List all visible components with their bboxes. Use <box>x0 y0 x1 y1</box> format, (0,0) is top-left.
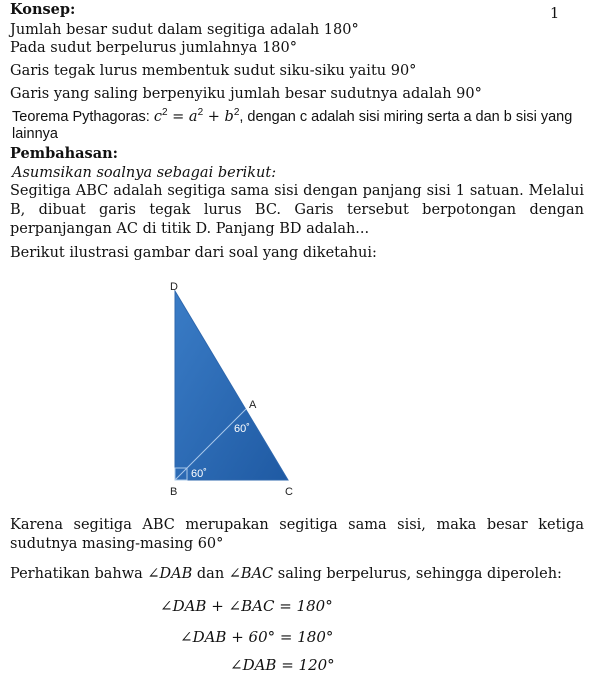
konsep-line-perpendicular: Garis tegak lurus membentuk sudut siku-siku yaitu 90° <box>10 63 417 79</box>
karena-paragraph: Karena segitiga ABC merupakan segitiga sama sisi, maka besar ketiga sudutnya masing-masing 60° <box>10 517 584 552</box>
page-number: 1 <box>550 6 560 22</box>
perhatikan-line <box>10 565 562 583</box>
perhatikan-prefix: Perhatikan bahwa <box>10 566 148 582</box>
label-B: B <box>170 486 178 498</box>
perhatikan-suffix: saling berpelurus, sehingga diperoleh: <box>273 566 562 582</box>
angle-B-label: 60˚ <box>191 468 207 480</box>
pythagoras-equals: = <box>167 108 189 125</box>
problem-paragraph: Segitiga ABC adalah segitiga sama sisi dengan panjang sisi 1 satuan. Melalui B, dibuat garis tegak lurus BC. Garis tersebut berpotongan dengan perpanjangan AC di titik D. Panjang BD adalah... <box>10 183 584 237</box>
pythagoras-a: a <box>188 108 198 125</box>
pythagoras-c: c <box>153 108 162 125</box>
equation-2: ∠DAB + 60° = 180° <box>180 628 334 646</box>
pythagoras-label: Teorema Pythagoras: <box>12 108 154 125</box>
equation-1: ∠DAB + ∠BAC = 180° <box>160 597 333 615</box>
assume-line: Asumsikan soalnya sebagai berikut: <box>12 165 277 181</box>
triangle-shape <box>175 291 288 480</box>
perhatikan-dan: dan <box>192 566 229 582</box>
perhatikan-bac: ∠BAC <box>228 566 274 582</box>
angle-A-label: 60˚ <box>234 423 250 435</box>
pythagoras-rest: , dengan c adalah sisi miring serta a dan b sisi yang <box>239 108 573 125</box>
pythagoras-exp-c: 2 <box>161 107 168 118</box>
pythagoras-b: b <box>224 108 234 125</box>
konsep-line-supplementary: Pada sudut berpelurus jumlahnya 180° <box>10 40 297 56</box>
triangle-figure <box>160 275 310 500</box>
pythagoras-plus: + <box>203 108 225 125</box>
label-A: A <box>249 399 257 411</box>
illustration-intro: Berikut ilustrasi gambar dari soal yang diketahui: <box>10 245 377 261</box>
konsep-line-triangle-sum: Jumlah besar sudut dalam segitiga adalah 180° <box>10 22 359 38</box>
pembahasan-heading: Pembahasan: <box>10 145 119 162</box>
pythagoras-line-2: lainnya <box>12 126 58 142</box>
label-C: C <box>285 486 293 498</box>
equation-3: ∠DAB = 120° <box>230 656 335 674</box>
perhatikan-dab: ∠DAB <box>147 566 193 582</box>
pythagoras-exp-a: 2 <box>197 107 204 118</box>
pythagoras-exp-b: 2 <box>233 107 240 118</box>
label-D: D <box>170 281 178 293</box>
konsep-line-complementary: Garis yang saling berpenyiku jumlah besar sudutnya adalah 90° <box>10 86 482 102</box>
pythagoras-line <box>12 104 572 126</box>
konsep-heading: Konsep: <box>10 1 76 18</box>
